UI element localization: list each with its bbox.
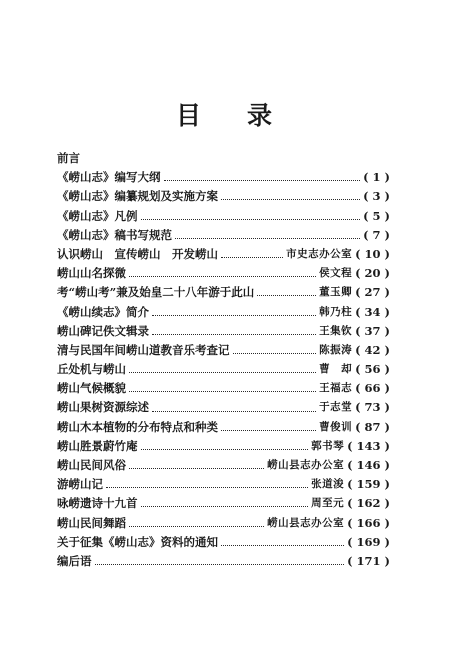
toc-entry[interactable]: [57, 168, 390, 187]
toc-dot-leader: [129, 391, 316, 392]
toc-entry-author: 市史志办公室: [286, 247, 353, 260]
toc-entry-page: ( 166 ): [347, 515, 390, 530]
toc-entry[interactable]: [57, 303, 390, 322]
toc-dot-leader: [221, 257, 283, 258]
toc-entry-title: 咏崂遗诗十九首: [57, 496, 138, 511]
toc-entry-page: ( 146 ): [347, 458, 390, 472]
toc-entry-page: ( 5 ): [363, 208, 390, 223]
page-title: [0, 96, 450, 132]
toc-dot-leader: [95, 564, 345, 565]
toc-entry[interactable]: [57, 437, 390, 456]
toc-entry-title: 《崂山续志》简介: [57, 304, 149, 319]
toc-entry-page: ( 10 ): [355, 246, 390, 261]
toc-dot-leader: [141, 219, 361, 220]
toc-entry[interactable]: [57, 494, 390, 513]
toc-entry-page: ( 20 ): [355, 266, 390, 281]
toc-entry-author: 侯文程: [319, 267, 353, 280]
toc-entry-title: 崂山碑记佚文辑录: [57, 323, 149, 338]
toc-entry[interactable]: [57, 418, 390, 437]
toc-entry-title: 崂山山名探微: [57, 266, 126, 281]
toc-entry-title: 崂山果树资源综述: [57, 400, 149, 415]
toc-entry[interactable]: [57, 379, 390, 398]
toc-entry-page: ( 34 ): [355, 304, 390, 319]
toc-entry-title: 前言: [57, 151, 80, 165]
toc-dot-leader: [141, 449, 309, 450]
toc-entry-title: 《崂山志》凡例: [57, 208, 138, 223]
toc-entry-page: ( 87 ): [355, 419, 390, 434]
toc-dot-leader: [221, 545, 344, 546]
toc-entry[interactable]: [57, 514, 390, 533]
toc-entry-title: 关于征集《崂山志》资料的通知: [57, 534, 218, 549]
toc-entry-page: ( 143 ): [347, 438, 390, 453]
toc-entry-title: 崂山民间舞蹈: [57, 515, 126, 530]
toc-entry[interactable]: [57, 398, 390, 417]
toc-entry-title: 崂山胜景蔚竹庵: [57, 438, 138, 453]
toc-entry-title: 编后语: [57, 553, 92, 568]
toc-entry-page: ( 27 ): [355, 285, 390, 300]
toc-entry-author: 崂山县志办公室: [267, 459, 345, 471]
toc-entry[interactable]: [57, 341, 390, 360]
toc-dot-leader: [152, 411, 316, 412]
toc-entry-author: 韩乃柱: [319, 305, 353, 318]
toc-entry-page: ( 159 ): [347, 477, 390, 492]
toc-entry-author: 郭书琴: [311, 439, 345, 452]
toc-entry-title: 崂山气候概貌: [57, 381, 126, 396]
toc-dot-leader: [233, 353, 317, 354]
toc-entry-page: ( 42 ): [355, 342, 390, 357]
toc-entry[interactable]: [57, 456, 390, 475]
toc-entry-author: 曹 却: [319, 363, 353, 376]
toc-entry-page: ( 162 ): [347, 496, 390, 511]
toc-entry[interactable]: [57, 226, 390, 245]
toc-entry-title: 丘处机与崂山: [57, 362, 126, 377]
title-char-2: 录: [247, 101, 275, 130]
toc-entry-title: 考“崂山考”兼及始皇二十八年游于此山: [57, 285, 255, 300]
toc-entry-author: 董玉卿: [319, 286, 353, 299]
toc-entry-page: ( 171 ): [347, 553, 390, 568]
toc-entry-author: 王福志: [319, 382, 353, 395]
toc-entry-page: ( 7 ): [363, 227, 390, 242]
toc-dot-leader: [129, 276, 316, 277]
toc-entry-title: 崂山木本植物的分布特点和种类: [57, 419, 218, 434]
toc-entry-page: ( 73 ): [355, 400, 390, 415]
toc-entry-author: 崂山县志办公室: [267, 516, 345, 529]
toc-entry-author: 于志堂: [319, 401, 353, 414]
toc-entry-title: 崂山民间风俗: [57, 458, 126, 472]
toc-entry-author: 陈振涛: [319, 343, 353, 356]
title-char-1: 目: [175, 101, 203, 130]
toc-dot-leader: [221, 199, 360, 200]
toc-dot-leader: [257, 295, 316, 296]
toc-entry-title: 认识崂山 宣传崂山 开发崂山: [57, 246, 218, 261]
toc-entry-author: 王集钦: [319, 324, 353, 337]
toc-entry-title: 《崂山志》编写大纲: [57, 170, 161, 185]
toc-dot-leader: [164, 180, 361, 181]
toc-entry[interactable]: [57, 360, 390, 379]
toc-entry-title: 游崂山记: [57, 477, 103, 492]
toc-entry[interactable]: [57, 207, 390, 226]
toc-dot-leader: [175, 238, 360, 239]
toc-entry-author: 曹俊训: [319, 420, 353, 433]
toc-entry-page: ( 66 ): [355, 381, 390, 396]
toc-entry-page: ( 1 ): [363, 170, 390, 185]
toc-dot-leader: [152, 315, 316, 316]
toc-entry-title: 《崂山志》编纂规划及实施方案: [57, 189, 218, 204]
toc-entry-author: 张道浚: [311, 478, 345, 491]
toc-entry[interactable]: [57, 149, 390, 168]
toc-dot-leader: [141, 506, 309, 507]
toc-entry-page: ( 3 ): [363, 189, 390, 204]
toc-dot-leader: [221, 430, 316, 431]
toc-dot-leader: [152, 334, 316, 335]
toc-entry-author: 周至元: [311, 497, 345, 510]
toc-entry[interactable]: [57, 264, 390, 283]
toc-entry-title: 《崂山志》稿书写规范: [57, 227, 172, 242]
toc-entry-page: ( 37 ): [355, 323, 390, 338]
toc-entry[interactable]: [57, 552, 390, 571]
toc-entry-page: ( 56 ): [355, 362, 390, 377]
toc-dot-leader: [129, 468, 264, 469]
toc-entry[interactable]: [57, 187, 390, 206]
toc-entry[interactable]: [57, 533, 390, 552]
toc-entry-title: 清与民国年间崂山道教音乐考查记: [57, 342, 230, 357]
toc-dot-leader: [129, 526, 264, 527]
toc-entry[interactable]: [57, 475, 390, 494]
table-of-contents: [57, 149, 390, 571]
toc-entry-page: ( 169 ): [347, 534, 390, 549]
toc-entry[interactable]: [57, 245, 390, 264]
toc-entry[interactable]: [57, 283, 390, 302]
toc-dot-leader: [129, 372, 316, 373]
toc-dot-leader: [106, 487, 308, 488]
toc-entry[interactable]: [57, 322, 390, 341]
